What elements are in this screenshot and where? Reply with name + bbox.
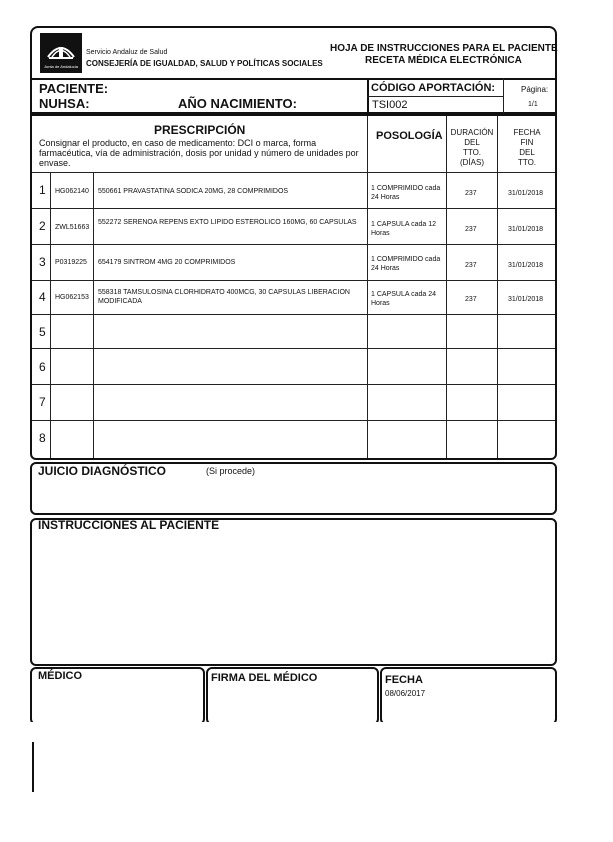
paciente-label: PACIENTE: bbox=[39, 81, 109, 96]
row-number: 4 bbox=[39, 290, 46, 304]
row-product: 550661 PRAVASTATINA SODICA 20MG, 28 COMPRIMIDOS bbox=[98, 188, 289, 195]
logo-caption: Junta de Andalucía bbox=[44, 64, 79, 69]
row-code: ZWL51663 bbox=[55, 224, 90, 231]
row-number: 7 bbox=[39, 395, 46, 409]
row-number: 2 bbox=[39, 219, 46, 233]
row-duration: 237 bbox=[465, 190, 477, 197]
row-number: 3 bbox=[39, 255, 46, 269]
row-code: HG062140 bbox=[55, 188, 89, 195]
coat-of-arms-icon bbox=[40, 35, 82, 65]
diagnosis-title: JUICIO DIAGNÓSTICO bbox=[38, 464, 167, 478]
col-duracion-line: DEL bbox=[464, 138, 480, 147]
row-product: 654179 SINTROM 4MG 20 COMPRIMIDOS bbox=[98, 259, 236, 266]
codigo-aportacion-value: TSI002 bbox=[372, 99, 408, 111]
firma-label: FIRMA DEL MÉDICO bbox=[211, 672, 318, 684]
junta-andalucia-logo bbox=[40, 33, 82, 73]
row-number: 8 bbox=[39, 431, 46, 445]
row-end-date: 31/01/2018 bbox=[508, 226, 544, 233]
redaction-patch bbox=[36, 686, 134, 720]
prescription-instructions: Consignar el producto, en caso de medicamento: DCI o marca, forma farmacéutica, vía de administración, dosis por unidad y número de unidades por envase. bbox=[39, 138, 359, 168]
codigo-aportacion-label: CÓDIGO APORTACIÓN: bbox=[371, 82, 496, 94]
col-fecha-line: FIN bbox=[520, 138, 534, 147]
col-duracion-line: TTO. bbox=[462, 148, 482, 157]
patient-instructions-title: INSTRUCCIONES AL PACIENTE bbox=[38, 518, 220, 532]
nuhsa-label: NUHSA: bbox=[39, 96, 90, 111]
row-duration: 237 bbox=[465, 226, 477, 233]
row-code: P0319225 bbox=[55, 259, 87, 266]
row-end-date: 31/01/2018 bbox=[508, 262, 544, 269]
fecha-label: FECHA bbox=[385, 674, 423, 686]
patient-instructions-box bbox=[30, 518, 557, 666]
document-subtitle: RECETA MÉDICA ELECTRÓNICA bbox=[365, 55, 522, 66]
row-dosage: 1 COMPRIMIDO cada 24 Horas bbox=[371, 256, 441, 272]
diagnosis-note: (Si procede) bbox=[206, 466, 256, 476]
page-value: 1/1 bbox=[528, 101, 538, 108]
redaction-patch bbox=[31, 722, 575, 812]
medico-label: MÉDICO bbox=[38, 670, 82, 682]
page-label: Página: bbox=[521, 85, 549, 94]
org-line2: CONSEJERÍA DE IGUALDAD, SALUD Y POLÍTICAS SOCIALES bbox=[86, 59, 323, 68]
prescription-title: PRESCRIPCIÓN bbox=[154, 123, 246, 137]
row-dosage: 1 CAPSULA cada 12 Horas bbox=[371, 221, 436, 237]
col-fecha-line: FECHA bbox=[513, 128, 541, 137]
col-fecha-fin bbox=[498, 128, 556, 168]
row-dosage: 1 COMPRIMIDO cada 24 Horas bbox=[371, 185, 441, 201]
row-duration: 237 bbox=[465, 262, 477, 269]
document-title: HOJA DE INSTRUCCIONES PARA EL PACIENTE bbox=[330, 43, 558, 54]
row-dosage: 1 CAPSULA cada 24 Horas bbox=[371, 291, 436, 307]
fecha-value: 08/06/2017 bbox=[385, 689, 426, 698]
birth-year-label: AÑO NACIMIENTO: bbox=[178, 96, 297, 111]
col-fecha-line: TTO. bbox=[517, 158, 537, 167]
col-duracion-line: DURACIÓN bbox=[450, 128, 494, 137]
col-posologia: POSOLOGÍA bbox=[376, 130, 443, 142]
row-product: 552272 SERENOA REPENS EXTO LIPIDO ESTEROLICO 160MG, 60 CAPSULAS bbox=[98, 219, 357, 226]
scan-edge-line bbox=[32, 742, 34, 792]
row-product: 558318 TAMSULOSINA CLORHIDRATO 400MCG, 30 CAPSULAS LIBERACION MODIFICADA bbox=[98, 289, 350, 305]
row-end-date: 31/01/2018 bbox=[508, 190, 544, 197]
col-duracion bbox=[447, 128, 497, 168]
row-number: 6 bbox=[39, 360, 46, 374]
col-duracion-line: (DÍAS) bbox=[460, 158, 484, 167]
row-end-date: 31/01/2018 bbox=[508, 296, 544, 303]
col-fecha-line: DEL bbox=[519, 148, 535, 157]
row-code: HG062153 bbox=[55, 294, 89, 301]
row-duration: 237 bbox=[465, 296, 477, 303]
row-number: 1 bbox=[39, 183, 46, 197]
row-number: 5 bbox=[39, 325, 46, 339]
org-line1: Servicio Andaluz de Salud bbox=[86, 49, 168, 56]
